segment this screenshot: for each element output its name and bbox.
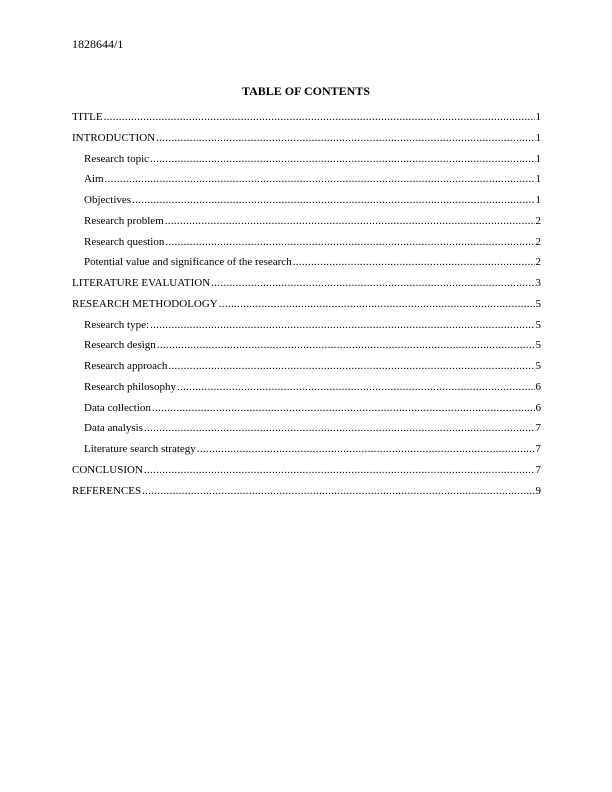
toc-dot-leader [168,359,534,373]
toc-dot-leader [156,131,534,145]
toc-entry-aim[interactable] [72,172,541,193]
toc-page-number: 1 [535,173,541,186]
toc-entry-label: RESEARCH METHODOLOGY [72,297,218,310]
toc-entry-label: Literature search strategy [84,443,196,455]
toc-dot-leader [219,297,535,311]
toc-entry-label: LITERATURE EVALUATION [72,277,211,289]
toc-entry-label: Research question [84,235,165,248]
toc-entry-research-question[interactable] [72,235,541,256]
toc-page-number: 5 [535,360,541,372]
toc-page-number: 6 [535,380,541,393]
toc-entry-label: Research approach [84,360,168,372]
toc-entry-potential-value[interactable] [72,255,541,276]
toc-dot-leader [105,172,535,186]
toc-page-number: 5 [535,339,541,352]
toc-page-number: 1 [535,152,541,165]
toc-dot-leader [150,152,534,166]
toc-entry-research-design[interactable] [72,338,541,359]
toc-entry-label: Data analysis [84,422,143,435]
toc-entry-label: INTRODUCTION [72,131,156,144]
toc-entry-label: CONCLUSION [72,463,143,476]
toc-dot-leader [152,401,535,415]
toc-page-number: 7 [535,463,541,476]
toc-entry-label: Research problem [84,214,164,227]
toc-entry-label: Objectives [84,194,132,206]
toc-entry-label: Research design [84,339,156,352]
toc-dot-leader [104,110,535,124]
toc-heading: TABLE OF CONTENTS [241,84,371,98]
toc-dot-leader [132,193,534,207]
toc-entry-introduction[interactable] [72,131,541,152]
toc-entry-references[interactable] [72,484,541,505]
toc-page-number: 2 [535,256,541,269]
toc-entry-label: Research philosophy [84,380,176,393]
toc-page-number: 5 [535,297,541,310]
toc-entry-literature-evaluation[interactable] [72,276,541,297]
toc-entry-label: Potential value and significance of the research [84,256,292,269]
toc-entry-research-methodology[interactable] [72,297,541,318]
toc-entry-data-analysis[interactable] [72,421,541,442]
toc-page-number: 1 [535,111,541,123]
toc-entry-label: Research topic [84,152,150,165]
toc-page-number: 6 [535,401,541,414]
toc-entry-conclusion[interactable] [72,463,541,484]
toc-dot-leader [165,235,534,249]
toc-dot-leader [211,276,534,290]
toc-dot-leader [144,463,535,477]
toc-page-number: 7 [535,422,541,435]
toc-dot-leader [144,421,535,435]
toc-entry-objectives[interactable] [72,193,541,214]
toc-entry-literature-search-strategy[interactable] [72,442,541,463]
toc-dot-leader [177,380,535,394]
toc-dot-leader [142,484,534,498]
toc-page-number: 2 [535,214,541,227]
toc-entry-label: TITLE [72,111,103,123]
toc-entry-research-problem[interactable] [72,214,541,235]
toc-dot-leader [197,442,535,456]
toc-page-number: 7 [535,443,541,455]
toc-dot-leader [150,318,534,332]
toc-page-number: 3 [535,277,541,289]
toc-entry-research-topic[interactable] [72,152,541,173]
toc-entry-label: Research type: [84,318,150,331]
toc-page-number: 5 [535,318,541,331]
toc-dot-leader [157,338,535,352]
toc-dot-leader [293,255,535,269]
toc-entry-label: Data collection [84,401,151,414]
toc-page-number: 9 [535,484,541,497]
toc-page-number: 1 [535,194,541,206]
toc-entry-research-philosophy[interactable] [72,380,541,401]
toc-entry-research-approach[interactable] [72,359,541,380]
toc-entry-label: Aim [84,173,104,186]
document-id-header: 1828644/1 [72,37,124,51]
toc-page-number: 2 [535,235,541,248]
toc-dot-leader [165,214,535,228]
toc-entry-research-type[interactable] [72,318,541,339]
toc-entry-title[interactable] [72,110,541,131]
toc-entry-data-collection[interactable] [72,401,541,422]
toc-entry-label: REFERENCES [72,484,142,497]
toc-page-number: 1 [535,131,541,144]
toc-list [72,110,541,504]
